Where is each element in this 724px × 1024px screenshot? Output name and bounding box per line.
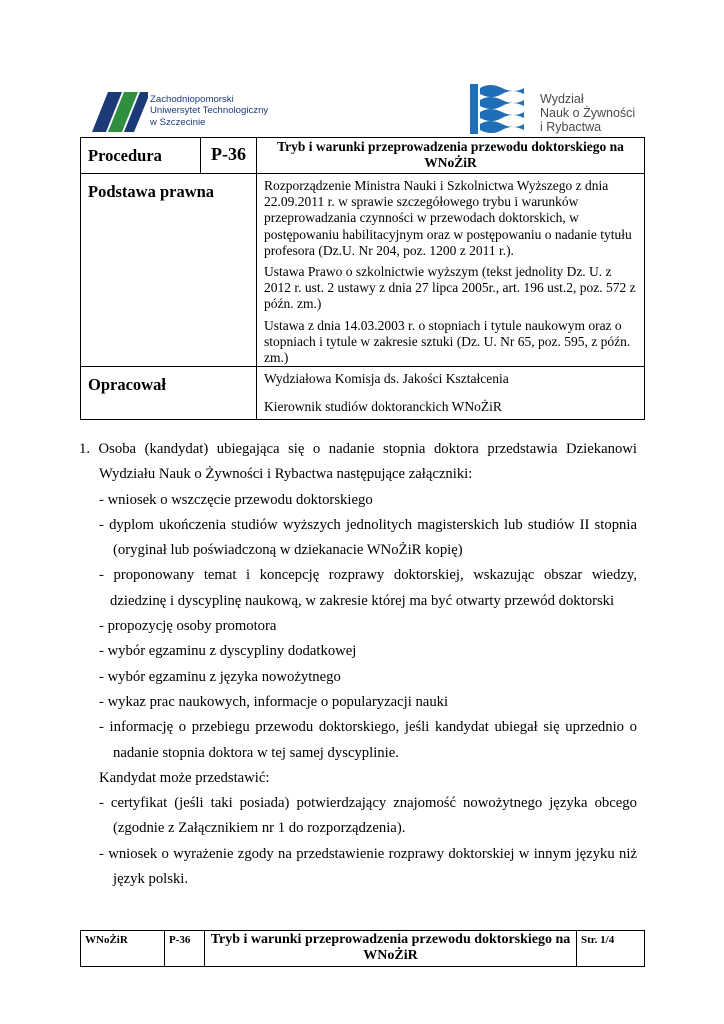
list-item-previous-procedure-cont: nadanie stopnia doktora w tej samej dyscyplinie. [113,744,399,761]
list-item-topic-cont: dziedzinę i dyscyplinę naukową, w zakresie której ma być otwarty przewód doktorski [110,592,615,609]
procedure-code: P-36 [201,138,257,174]
procedure-table [80,137,645,420]
attachments-list [79,437,637,892]
prepared-by-label: Opracował [81,367,257,419]
list-line-1: 1. Osoba (kandydat) ubiegająca się o nadanie stopnia doktora przedstawia Dziekanowi [79,441,637,457]
legal-basis-label: Podstawa prawna [81,174,257,367]
list-item-diploma: - dyplom ukończenia studiów wyższych jednolitych magisterskich lub studiów II stopnia [99,516,637,533]
procedure-title: Tryb i warunki przeprowadzenia przewodu doktorskiego na WNoŻiR [257,138,645,174]
legal-basis-paragraph-1: Rozporządzenie Ministra Nauki i Szkolnictwa Wyższego z dnia 22.09.2011 r. w sprawie szczegółowego trybu i warunków przeprowadzania czynności w przewodach doktorskich, w postępowaniu habilitacyjnym oraz w postępowaniu o nadanie tytułu profesora (Dz.U. Nr 204, poz. 1200 z 2011 r.). [264,178,632,258]
prepared-by-cell [257,367,645,419]
faculty-name-line3: i Rybactwa [540,120,602,134]
university-logo [92,88,302,136]
list-item-topic: - proponowany temat i koncepcję rozprawy doktorskiej, wskazując obszar wiedzy, [99,567,637,584]
procedure-label: Procedura [81,138,201,174]
list-item-language-request: - wniosek o wyrażenie zgody na przedstawienie rozprawy doktorskiej w innym języku niż [99,845,637,862]
list-line-2: Wydziału Nauk o Żywności i Rybactwa następujące załączniki: [99,466,473,483]
footer-code: P-36 [165,931,205,967]
university-name-line1: Zachodniopomorski [150,94,234,105]
faculty-waves-icon [470,84,524,134]
legal-basis-paragraph-3: Ustawa z dnia 14.03.2003 r. o stopniach i tytule naukowym oraz o stopniach i tytule w zakresie sztuki (Dz. U. Nr 65, poz. 595, z późn. zm.) [264,317,631,366]
footer-page-number: Str. 1/4 [577,931,645,967]
faculty-name-line2: Nauk o Żywności [540,106,636,120]
footer-title: Tryb i warunki przeprowadzenia przewodu doktorskiego na WNoŻiR [205,931,577,967]
list-item-certificate: - certyfikat (jeśli taki posiada) potwierdzający znajomość nowożytnego języka obcego [99,795,637,812]
list-item-language-request-cont: język polski. [113,871,189,888]
prepared-by-line-1: Wydziałowa Komisja ds. Jakości Kształcenia [264,371,509,387]
university-name-line2: Uniwersytet Technologiczny [150,105,269,117]
university-emblem-icon [92,92,148,132]
prepared-by-line-2: Kierownik studiów doktoranckich WNoŻiR [264,399,502,415]
footer-unit: WNoŻiR [81,931,165,967]
legal-basis-cell [257,174,645,367]
list-item-previous-procedure: - informację o przebiegu przewodu doktorskiego, jeśli kandydat ubiegał się uprzednio o [99,719,637,736]
optional-heading: Kandydat może przedstawić: [99,769,270,786]
legal-basis-paragraph-2: Ustawa Prawo o szkolnictwie wyższym (tekst jednolity Dz. U. z 2012 r. ust. 2 ustawy z dnia 27 lipca 2005r., art. 196 ust.2, poz. 572 z późn. zm.) [264,264,636,312]
university-name-line3: w Szczecinie [150,116,206,128]
list-item-language-exam: - wybór egzaminu z języka nowożytnego [99,668,341,685]
list-item-promoter: - propozycję osoby promotora [99,618,277,635]
list-item-diploma-cont: (oryginał lub poświadczoną w dziekanacie WNoŻiR kopię) [113,542,463,559]
list-item-application: - wniosek o wszczęcie przewodu doktorskiego [99,491,373,508]
list-item-publications: - wykaz prac naukowych, informacje o popularyzacji nauki [99,693,449,710]
faculty-name-line1: Wydział [540,92,584,106]
list-item-certificate-cont: (zgodnie z Załącznikiem nr 1 do rozporządzenia). [113,820,406,837]
list-item-additional-exam: - wybór egzaminu z dyscypliny dodatkowej [99,643,357,660]
faculty-logo [470,84,650,140]
footer-table [80,930,645,967]
